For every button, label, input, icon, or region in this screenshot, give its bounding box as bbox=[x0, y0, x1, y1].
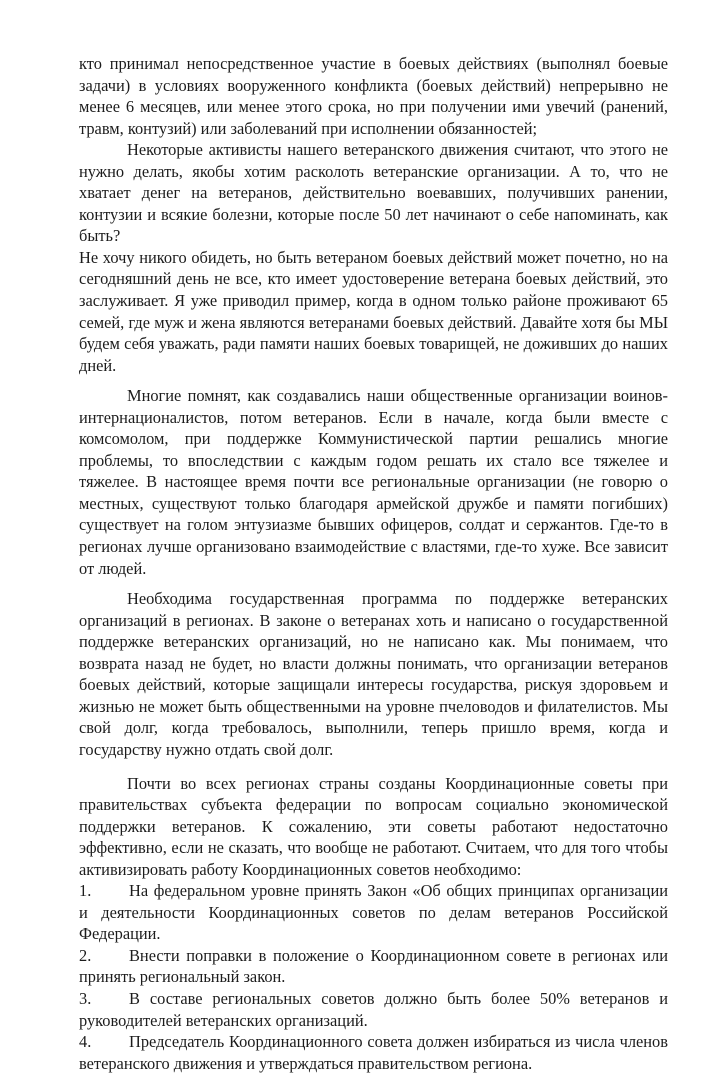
list-item bbox=[79, 1031, 668, 1074]
list-item-text: В составе региональных советов должно быть более 50% ветеранов и руководителей ветеранских организаций. bbox=[79, 988, 668, 1030]
list-item bbox=[79, 880, 668, 945]
paragraph-coordination-councils: Почти во всех регионах страны созданы Координационные советы при правительствах субъекта федерации по вопросам социально экономической поддержки ветеранов. К сожалению, эти советы работают недостаточно эффективно, если не сказать, что вообще не работают. Считаем, что для того чтобы активизировать работу Координационных советов необходимо: bbox=[79, 773, 668, 879]
paragraph-state-program: Необходима государственная программа по поддержке ветеранских организаций в регионах. В законе о ветеранах хоть и написано о государственной поддержке ветеранских организаций, но не написано как. Мы понимаем, что возврата назад не будет, но власти должны понимать, что организации ветеранов боевых действий, которые защищали интересы государства, рискуя здоровьем и жизнью не может быть общественными на уровне пчеловодов и филателистов. Мы свой долг, когда требовалось, выполнили, теперь пришло время, когда и государству нужно отдать свой долг. bbox=[79, 589, 668, 759]
proposals-list bbox=[79, 880, 668, 1074]
list-item-number: 2. bbox=[79, 945, 92, 965]
list-item bbox=[79, 945, 668, 988]
list-item-number: 1. bbox=[79, 881, 92, 901]
paragraph-veteran-honor: Не хочу никого обидеть, но быть ветераном боевых действий может почетно, но на сегодняшний день не все, кто имеет удостоверение ветерана боевых действий, это заслуживает. Я уже приводил пример, когда в одном только районе проживают 65 семей, где муж и жена являются ветеранами боевых действий. Давайте хотя бы МЫ будем себя уважать, ради памяти наших боевых товарищей, не доживших до наших дней. bbox=[79, 247, 668, 375]
list-item-number: 3. bbox=[79, 988, 92, 1008]
paragraph-organizations-history: Многие помнят, как создавались наши общественные организации воинов-интернационалистов, потом ветеранов. Если в начале, когда были вместе с комсомолом, при поддержке Коммунистической партии решались многие проблемы, то впоследствии с каждым годом решать их стало все тяжелее и тяжелее. В настоящее время почти все региональные организации (не говорю о местных, существуют только благодаря армейской дружбе и памяти погибших) существует на голом энтузиазме бывших офицеров, солдат и сержантов. Где-то в регионах лучше организовано взаимодействие с властями, где-то хуже. Все зависит от людей. bbox=[79, 386, 668, 578]
list-item-text: На федеральном уровне принять Закон «Об общих принципах организации и деятельности Координационных советов по делам ветеранов Российской Федерации. bbox=[79, 881, 668, 944]
list-item-text: Внести поправки в положение о Координационном совете в регионах или принять региональный закон. bbox=[79, 945, 668, 987]
list-item-number: 4. bbox=[79, 1032, 92, 1052]
paragraph-activists-opinion: Некоторые активисты нашего ветеранского движения считают, что этого не нужно делать, якобы хотим расколоть ветеранские организации. А то, что не хватает денег на ветеранов, действительно воевавших, получивших ранении, контузии и всякие болезни, которые после 50 лет начинают о себе напоминать, как быть? bbox=[79, 140, 668, 246]
paragraph-veteran-criteria-continuation: кто принимал непосредственное участие в боевых действиях (выполнял боевые задачи) в условиях вооруженного конфликта (боевых действий) непрерывно не менее 6 месяцев, или менее этого срока, но при получении ими увечий (ранений, травм, контузий) или заболеваний при исполнении обязанностей; bbox=[79, 54, 668, 138]
list-item-text: Председатель Координационного совета должен избираться из числа членов ветеранского движения и утверждаться правительством региона. bbox=[79, 1032, 668, 1073]
list-item bbox=[79, 988, 668, 1031]
